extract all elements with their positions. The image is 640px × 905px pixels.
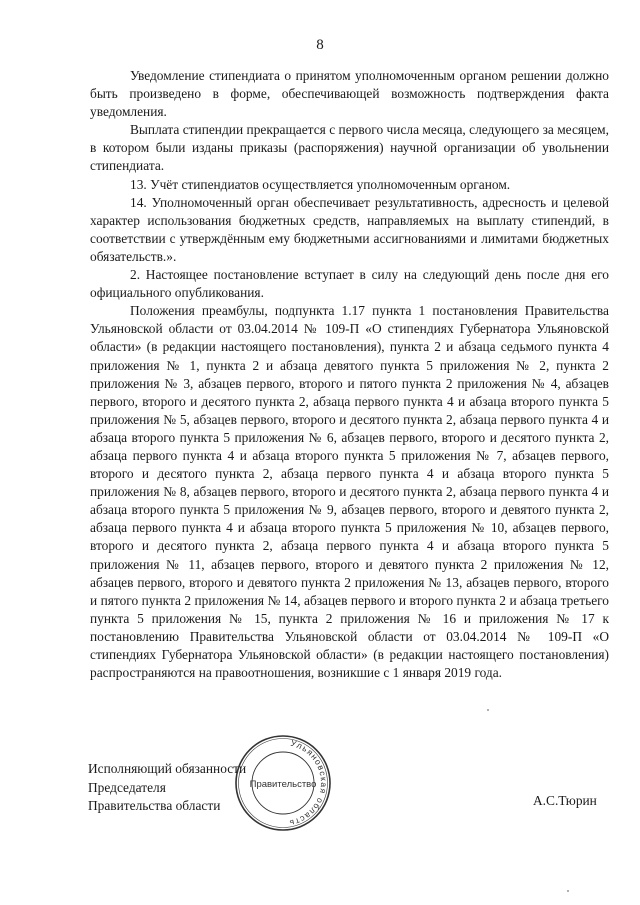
signatory-title-line-3: Правительства области [88,798,221,814]
official-seal-stamp [233,733,333,833]
scan-speck [567,890,569,892]
paragraph-item-14: 14. Уполномоченный орган обеспечивает результативность, адресность и целевой характер использования бюджетных средств, направляемых на выплату стипендий, в соответствии с утверждённым ему бюджетными ассигнованиями и лимитами бюджетных обязательств.». [90,194,609,264]
signatory-title-line-2: Председателя [88,779,166,795]
signatory-title [88,760,246,816]
document-body [90,67,609,682]
paragraph-effective-date: 2. Настоящее постановление вступает в силу на следующий день после дня его официального опубликования. [90,267,609,301]
paragraph-item-13: 13. Учёт стипендиатов осуществляется уполномоченным органом. [130,176,511,192]
paragraph-applicability: Положения преамбулы, подпункта 1.17 пункта 1 постановления Правительства Ульяновской области от 03.04.2014 № 109-П «О стипендиях Губернатора Ульяновской области» (в редакции настоящего постановления), пункта 2 и абзаца седьмого пункта 4 приложения № 1, пункта 2 и абзаца девятого пункта 5 приложения № 2, пункта 2 приложения № 3, абзацев первого, второго и пятого пункта 2 приложения № 4, абзацев первого, второго и десятого пункта 2, абзаца первого пункта 4 и абзаца второго пункта 5 приложения № 5, абзацев первого, второго и десятого пункта 2, абзаца первого пункта 4 и абзаца второго пункта 5 приложения № 6, абзацев первого, второго и десятого пункта 2, абзаца первого пункта 4 и абзаца второго пункта 5 приложения № 7, абзацев первого, второго и десятого пункта 2, абзаца первого пункта 4 и абзаца второго пункта 5 приложения № 8, абзацев первого, второго и десятого пункта 2, абзаца первого пункта 4 и абзаца второго пункта 5 приложения № 9, абзацев первого, второго и девятого пункта 2, абзаца первого пункта 4 и абзаца второго пункта 5 приложения № 10, абзацев первого, второго и десятого пункта 2, абзаца первого пункта 4 и абзаца второго пункта 5 приложения № 11, абзацев первого, второго и девятого пункта 2 приложения № 12, абзацев первого, второго и девятого пункта 2 приложения № 13, абзацев первого, второго и пятого пункта 2 приложения № 14, абзацев первого и второго пункта 2 и абзаца третьего пункта 5 приложения № 15, пункта 2 приложения № 16 и приложения № 17 к постановлению Правительства Ульяновской области от 03.04.2014 № 109-П «О стипендиях Губернатора Ульяновской области» (в редакции настоящего постановления) распространяются на правоотношения, возникшие с 1 января 2019 года. [90,303,609,681]
paragraph-notification: Уведомление стипендиата о принятом уполномоченным органом решении должно быть произведено в форме, обеспечивающей возможность подтверждения факта уведомления. [90,68,609,120]
scan-speck [487,709,489,711]
signatory-name: А.С.Тюрин [533,793,597,808]
page-number: 8 [316,37,324,53]
seal-outer-text: Ульяновская область [287,737,330,829]
paragraph-payment-termination: Выплата стипендии прекращается с первого числа месяца, следующего за месяцем, в котором были изданы приказы (распоряжения) научной организации об увольнении стипендиата. [90,122,609,174]
seal-center-text: Правительство [249,779,317,790]
signatory-title-line-1: Исполняющий обязанности [88,761,247,776]
